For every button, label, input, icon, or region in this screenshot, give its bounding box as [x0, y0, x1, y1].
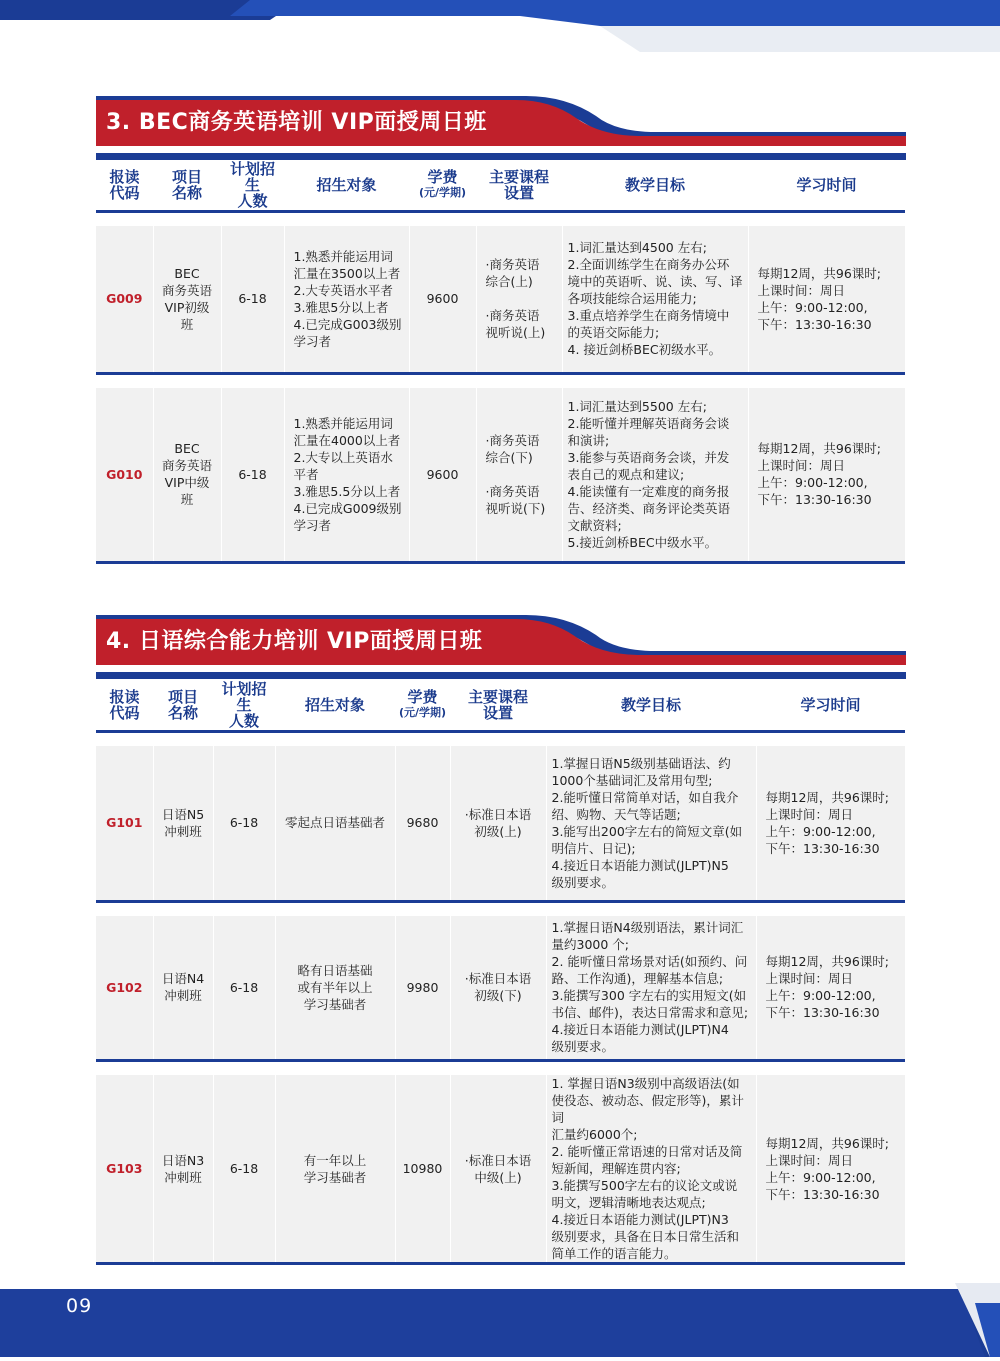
header-fee: 学费 (元/学期)	[395, 680, 450, 732]
course-goals: 1.词汇量达到4500 左右; 2.全面训练学生在商务办公环 境中的英语听、说、读、写、译 各项技能综合运用能力; 3.重点培养学生在商务情境中 的英语交际能力; 4. 接近剑桥BEC初级水平。	[562, 226, 748, 373]
table-row	[96, 746, 905, 901]
section-banner-japanese	[96, 615, 906, 685]
header-time: 学习时间	[748, 160, 905, 212]
header-goals: 教学目标	[546, 680, 756, 732]
header-quota: 计划招生 人数	[221, 160, 284, 212]
course-quota: 6-18	[221, 226, 284, 373]
course-courses: ·标准日本语 中级(上)	[450, 1075, 546, 1264]
bottom-decoration-band	[0, 1283, 1000, 1357]
header-code: 报读 代码	[96, 160, 153, 212]
course-code: G101	[96, 746, 153, 901]
course-name: BEC 商务英语 VIP初级班	[153, 226, 221, 373]
course-name: 日语N4 冲刺班	[153, 916, 213, 1061]
course-time: 每期12周，共96课时; 上课时间：周日 上午：9:00-12:00, 下午：13:30-16:30	[748, 388, 905, 563]
bec-course-table	[96, 160, 905, 564]
course-code: G010	[96, 388, 153, 563]
course-code: G103	[96, 1075, 153, 1264]
course-courses: ·商务英语 综合(下) ·商务英语 视听说(下)	[476, 388, 562, 563]
top-decoration-band	[0, 0, 1000, 52]
course-name: 日语N3 冲刺班	[153, 1075, 213, 1264]
header-courses: 主要课程 设置	[476, 160, 562, 212]
course-goals: 1.掌握日语N5级别基础语法、约 1000个基础词汇及常用句型; 2.能听懂日常简单对话，如自我介 绍、购物、天气等话题; 3.能写出200字左右的简短文章(如 明信片、日记); 4.接近日本语能力测试(JLPT)N5 级别要求。	[546, 746, 756, 901]
header-time: 学习时间	[756, 680, 905, 732]
header-target: 招生对象	[275, 680, 395, 732]
course-fee: 9980	[395, 916, 450, 1061]
section-title: 3. BEC商务英语培训 VIP面授周日班	[106, 110, 487, 135]
course-target: 略有日语基础 或有半年以上 学习基础者	[275, 916, 395, 1061]
course-fee: 10980	[395, 1075, 450, 1264]
table-header-row	[96, 160, 905, 212]
table-row	[96, 916, 905, 1061]
header-code: 报读 代码	[96, 680, 153, 732]
course-time: 每期12周，共96课时; 上课时间：周日 上午：9:00-12:00, 下午：13:30-16:30	[756, 1075, 905, 1264]
course-code: G102	[96, 916, 153, 1061]
course-quota: 6-18	[213, 1075, 275, 1264]
course-quota: 6-18	[213, 746, 275, 901]
header-quota: 计划招生 人数	[213, 680, 275, 732]
course-fee: 9680	[395, 746, 450, 901]
table-row	[96, 226, 905, 373]
course-target: 有一年以上 学习基础者	[275, 1075, 395, 1264]
course-time: 每期12周，共96课时; 上课时间：周日 上午：9:00-12:00, 下午：13:30-16:30	[756, 746, 905, 901]
table-row	[96, 388, 905, 563]
header-name: 项目 名称	[153, 680, 213, 732]
header-name: 项目 名称	[153, 160, 221, 212]
table-row	[96, 1075, 905, 1264]
course-name: BEC 商务英语 VIP中级班	[153, 388, 221, 563]
header-fee: 学费 (元/学期)	[409, 160, 476, 212]
japanese-course-table	[96, 680, 905, 1265]
course-name: 日语N5 冲刺班	[153, 746, 213, 901]
header-target: 招生对象	[284, 160, 409, 212]
page-number: 09	[66, 1295, 93, 1317]
course-time: 每期12周，共96课时; 上课时间：周日 上午：9:00-12:00, 下午：13:30-16:30	[748, 226, 905, 373]
course-quota: 6-18	[213, 916, 275, 1061]
course-target: 1.熟悉并能运用词 汇量在4000以上者 2.大专以上英语水 平者 3.雅思5.5分以上者 4.已完成G009级别 学习者	[284, 388, 409, 563]
course-quota: 6-18	[221, 388, 284, 563]
table-header-row	[96, 680, 905, 732]
course-goals: 1. 掌握日语N3级别中高级语法(如 使役态、被动态、假定形等)，累计词 汇量约6000个; 2. 能听懂正常语速的日常对话及简 短新闻，理解连贯内容; 3.能撰写500字左右的议论文或说 明文，逻辑清晰地表达观点; 4.接近日本语能力测试(JLPT)N3 级别要求，具备在日本日常生活和 简单工作的语言能力。	[546, 1075, 756, 1264]
course-goals: 1.词汇量达到5500 左右; 2.能听懂并理解英语商务会谈 和演讲; 3.能参与英语商务会谈，并发 表自己的观点和建议; 4.能读懂有一定难度的商务报 告、经济类、商务评论类英语 文献资料; 5.接近剑桥BEC中级水平。	[562, 388, 748, 563]
course-target: 1.熟悉并能运用词 汇量在3500以上者 2.大专英语水平者 3.雅思5分以上者 4.已完成G003级别 学习者	[284, 226, 409, 373]
header-courses: 主要课程 设置	[450, 680, 546, 732]
course-code: G009	[96, 226, 153, 373]
course-fee: 9600	[409, 388, 476, 563]
course-time: 每期12周，共96课时; 上课时间：周日 上午：9:00-12:00, 下午：13:30-16:30	[756, 916, 905, 1061]
course-target: 零起点日语基础者	[275, 746, 395, 901]
course-courses: ·标准日本语 初级(下)	[450, 916, 546, 1061]
course-goals: 1.掌握日语N4级别语法，累计词汇 量约3000 个; 2. 能听懂日常场景对话(如预约、问 路、工作沟通)，理解基本信息; 3.能撰写300 字左右的实用短文(如 书信、邮件)，表达日常需求和意见; 4.接近日本语能力测试(JLPT)N4 级别要求。	[546, 916, 756, 1061]
header-goals: 教学目标	[562, 160, 748, 212]
course-courses: ·标准日本语 初级(上)	[450, 746, 546, 901]
course-courses: ·商务英语 综合(上) ·商务英语 视听说(上)	[476, 226, 562, 373]
section-title: 4. 日语综合能力培训 VIP面授周日班	[106, 629, 483, 654]
course-fee: 9600	[409, 226, 476, 373]
section-banner-bec	[96, 96, 906, 166]
